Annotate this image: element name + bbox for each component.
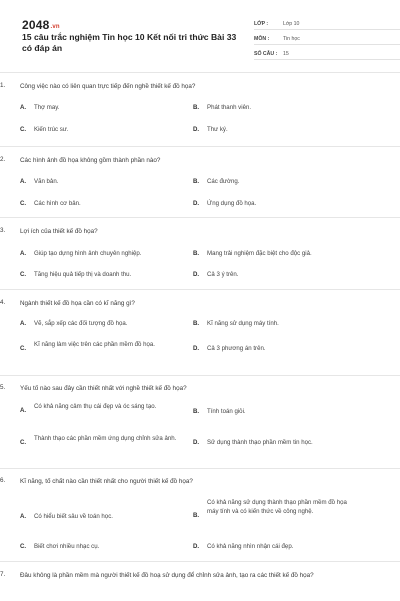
question-5: 5. Yếu tố nào sau đây cần thiết nhất với nghề thiết kế đồ họa? A. Có khả năng cảm thụ cái đẹp và óc sáng tạo. B. Tính toán giỏi. C. Thành thạo các phần mềm ứng dụng chỉnh sửa ảnh. D. Sử dụng thành thạo phần mềm tin học. — [0, 375, 400, 469]
question-7: 7. Đâu không là phần mềm mà người thiết kế đồ hoạ sử dụng để chỉnh sửa ảnh, tạo ra các thiết kế đồ họa? — [0, 561, 400, 601]
site-logo[interactable]: 2048.vn — [22, 18, 60, 32]
meta-row-grade: LỚP : Lớp 10 — [254, 15, 400, 30]
page-header — [22, 0, 378, 64]
page-title: 15 câu trắc nghiệm Tin học 10 Kết nối tri thức Bài 33 có đáp án — [22, 32, 237, 53]
question-2: 2. Các hình ảnh đồ họa không gồm thành phần nào? A. Văn bản. B. Các đường. C. Các hình cơ bản. D. Ứng dụng đồ họa. — [0, 146, 400, 218]
quiz-meta — [254, 15, 400, 60]
question-1: 1. Công việc nào có liên quan trực tiếp đến nghề thiết kế đồ họa? A. Thợ may. B. Phát thanh viên. C. Kiến trúc sư. D. Thư ký. — [0, 82, 252, 133]
question-3: 3. Lợi ích của thiết kế đồ họa? A. Giúp tạo dựng hình ảnh chuyên nghiệp. B. Mang trải nghiệm đặc biệt cho độc giả. C. Tăng hiệu quả tiếp thị và doanh thu. D. Cả 3 ý trên. — [0, 217, 400, 290]
question-6: 6. Kĩ năng, tố chất nào cần thiết nhất cho người thiết kế đồ họa? A. Có hiểu biết sâu về toán học. B. Có khả năng sử dụng thành thạo phần mềm đồ họa máy tính và có kiến thức về công nghệ. C. Biết chơi nhiều nhạc cụ. D. Có khả năng nhìn nhận cái đẹp. — [0, 468, 400, 562]
question-4: 4. Ngành thiết kế đồ họa cần có kĩ năng gì? A. Vẽ, sắp xếp các đối tượng đồ họa. B. Kĩ năng sử dụng máy tính. C. Kĩ năng làm việc trên các phần mềm đồ họa. D. Cả 3 phương án trên. — [0, 289, 400, 376]
meta-row-count: SỐ CÂU : 15 — [254, 45, 400, 60]
meta-row-subject: MÔN : Tin học — [254, 30, 400, 45]
